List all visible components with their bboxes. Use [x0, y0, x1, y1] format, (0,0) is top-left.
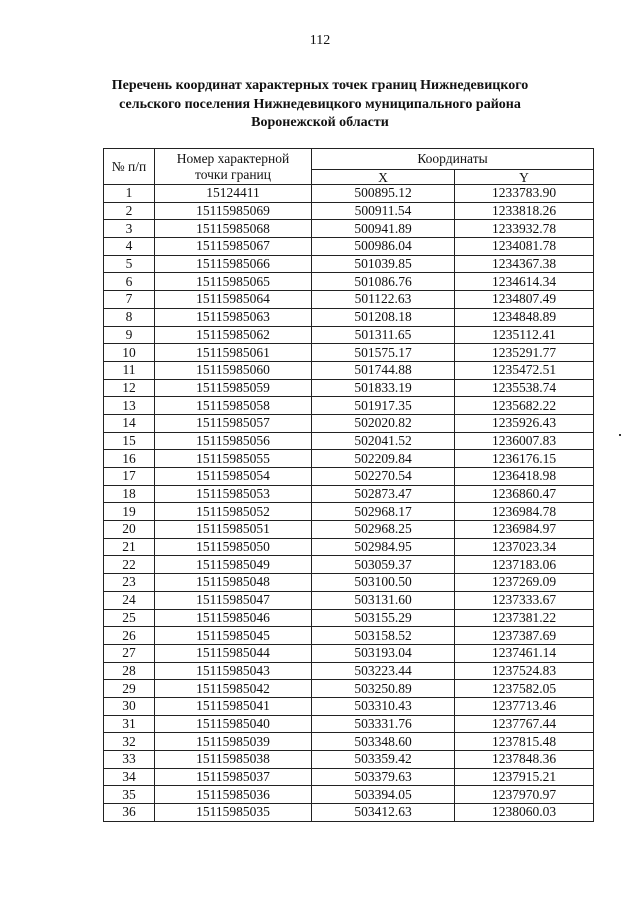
point-id: 15115985065 [155, 273, 312, 291]
point-id: 15115985059 [155, 379, 312, 397]
header-number: № п/п [104, 149, 155, 185]
point-id: 15115985063 [155, 308, 312, 326]
coord-y: 1235112.41 [455, 326, 594, 344]
row-number: 25 [104, 609, 155, 627]
row-number: 9 [104, 326, 155, 344]
coord-y: 1234848.89 [455, 308, 594, 326]
document-title [100, 77, 540, 133]
point-id: 15115985066 [155, 255, 312, 273]
row-number: 2 [104, 202, 155, 220]
point-id: 15115985053 [155, 485, 312, 503]
row-number: 10 [104, 344, 155, 362]
point-id: 15115985058 [155, 397, 312, 415]
coord-x: 501833.19 [312, 379, 455, 397]
table-row [104, 503, 594, 521]
coord-y: 1237970.97 [455, 786, 594, 804]
row-number: 11 [104, 361, 155, 379]
row-number: 20 [104, 521, 155, 539]
coord-x: 501744.88 [312, 361, 455, 379]
row-number: 7 [104, 291, 155, 309]
point-id: 15115985041 [155, 697, 312, 715]
row-number: 13 [104, 397, 155, 415]
coord-y: 1235472.51 [455, 361, 594, 379]
coord-y: 1235291.77 [455, 344, 594, 362]
row-number: 12 [104, 379, 155, 397]
table-row [104, 344, 594, 362]
coord-x: 503158.52 [312, 627, 455, 645]
table-row [104, 202, 594, 220]
point-id: 15115985056 [155, 432, 312, 450]
coord-x: 502968.25 [312, 521, 455, 539]
coord-y: 1236007.83 [455, 432, 594, 450]
coord-y: 1235538.74 [455, 379, 594, 397]
coord-y: 1234081.78 [455, 238, 594, 256]
coordinates-table [103, 148, 594, 822]
table-row [104, 556, 594, 574]
table-row [104, 751, 594, 769]
coord-y: 1237713.46 [455, 697, 594, 715]
coord-y: 1237582.05 [455, 680, 594, 698]
point-id: 15115985055 [155, 450, 312, 468]
table-row [104, 238, 594, 256]
table-row [104, 468, 594, 486]
header-point-name [155, 149, 312, 185]
row-number: 5 [104, 255, 155, 273]
row-number: 24 [104, 591, 155, 609]
coord-y: 1235682.22 [455, 397, 594, 415]
coord-y: 1237023.34 [455, 538, 594, 556]
coord-x: 502041.52 [312, 432, 455, 450]
coord-x: 503310.43 [312, 697, 455, 715]
point-id: 15115985068 [155, 220, 312, 238]
row-number: 35 [104, 786, 155, 804]
coord-y: 1233818.26 [455, 202, 594, 220]
coord-x: 503331.76 [312, 715, 455, 733]
coord-x: 501086.76 [312, 273, 455, 291]
table-row [104, 662, 594, 680]
point-id: 15124411 [155, 185, 312, 203]
point-id: 15115985037 [155, 768, 312, 786]
row-number: 27 [104, 644, 155, 662]
coord-y: 1238060.03 [455, 804, 594, 822]
table-row [104, 185, 594, 203]
coord-x: 503131.60 [312, 591, 455, 609]
header-point-name-line-1: Номер характерной [176, 150, 290, 166]
point-id: 15115985069 [155, 202, 312, 220]
coord-x: 503223.44 [312, 662, 455, 680]
coord-y: 1233783.90 [455, 185, 594, 203]
table-row [104, 697, 594, 715]
table-row [104, 379, 594, 397]
table-row [104, 432, 594, 450]
table-row [104, 361, 594, 379]
table-row [104, 273, 594, 291]
coord-y: 1236984.97 [455, 521, 594, 539]
coord-y: 1234614.34 [455, 273, 594, 291]
header-coordinates: Координаты [312, 149, 594, 170]
row-number: 23 [104, 574, 155, 592]
coord-x: 501575.17 [312, 344, 455, 362]
header-point-name-line-2: точки границ [194, 166, 272, 182]
coord-y: 1236984.78 [455, 503, 594, 521]
coord-y: 1237333.67 [455, 591, 594, 609]
row-number: 6 [104, 273, 155, 291]
coord-y: 1237183.06 [455, 556, 594, 574]
row-number: 14 [104, 414, 155, 432]
coord-x: 501208.18 [312, 308, 455, 326]
point-id: 15115985051 [155, 521, 312, 539]
point-id: 15115985062 [155, 326, 312, 344]
coord-x: 501039.85 [312, 255, 455, 273]
coord-y: 1237381.22 [455, 609, 594, 627]
coord-x: 503412.63 [312, 804, 455, 822]
row-number: 22 [104, 556, 155, 574]
coord-x: 503193.04 [312, 644, 455, 662]
coord-x: 502873.47 [312, 485, 455, 503]
coord-y: 1236860.47 [455, 485, 594, 503]
coord-y: 1234807.49 [455, 291, 594, 309]
coord-x: 503394.05 [312, 786, 455, 804]
point-id: 15115985054 [155, 468, 312, 486]
header-y: Y [455, 170, 594, 185]
point-id: 15115985045 [155, 627, 312, 645]
point-id: 15115985060 [155, 361, 312, 379]
table-row [104, 255, 594, 273]
coord-x: 500895.12 [312, 185, 455, 203]
table-row [104, 397, 594, 415]
point-id: 15115985048 [155, 574, 312, 592]
table-row [104, 308, 594, 326]
point-id: 15115985061 [155, 344, 312, 362]
coord-y: 1237524.83 [455, 662, 594, 680]
table-row [104, 538, 594, 556]
coord-x: 501917.35 [312, 397, 455, 415]
table-row [104, 574, 594, 592]
point-id: 15115985064 [155, 291, 312, 309]
table-row [104, 591, 594, 609]
coord-y: 1237848.36 [455, 751, 594, 769]
row-number: 34 [104, 768, 155, 786]
table-header [104, 149, 594, 185]
row-number: 8 [104, 308, 155, 326]
coord-x: 502020.82 [312, 414, 455, 432]
row-number: 1 [104, 185, 155, 203]
row-number: 30 [104, 697, 155, 715]
point-id: 15115985035 [155, 804, 312, 822]
row-number: 3 [104, 220, 155, 238]
table-row [104, 450, 594, 468]
row-number: 31 [104, 715, 155, 733]
row-number: 18 [104, 485, 155, 503]
table-row [104, 414, 594, 432]
coord-y: 1236418.98 [455, 468, 594, 486]
point-id: 15115985067 [155, 238, 312, 256]
table-row [104, 680, 594, 698]
point-id: 15115985047 [155, 591, 312, 609]
row-number: 19 [104, 503, 155, 521]
coord-y: 1235926.43 [455, 414, 594, 432]
coord-y: 1234367.38 [455, 255, 594, 273]
table-row [104, 733, 594, 751]
coord-x: 503348.60 [312, 733, 455, 751]
coord-x: 503379.63 [312, 768, 455, 786]
point-id: 15115985046 [155, 609, 312, 627]
row-number: 29 [104, 680, 155, 698]
table-row [104, 804, 594, 822]
point-id: 15115985050 [155, 538, 312, 556]
table-row [104, 768, 594, 786]
table-row [104, 786, 594, 804]
table-row [104, 485, 594, 503]
table-row [104, 220, 594, 238]
coord-x: 503359.42 [312, 751, 455, 769]
row-number: 32 [104, 733, 155, 751]
table-row [104, 521, 594, 539]
point-id: 15115985042 [155, 680, 312, 698]
row-number: 15 [104, 432, 155, 450]
coord-y: 1237387.69 [455, 627, 594, 645]
point-id: 15115985049 [155, 556, 312, 574]
coord-x: 502209.84 [312, 450, 455, 468]
coord-y: 1237915.21 [455, 768, 594, 786]
table-row [104, 609, 594, 627]
coord-x: 501311.65 [312, 326, 455, 344]
title-line-1: Перечень координат характерных точек границ Нижнедевицкого [111, 78, 529, 93]
table-row [104, 326, 594, 344]
point-id: 15115985038 [155, 751, 312, 769]
coord-x: 502984.95 [312, 538, 455, 556]
row-number: 17 [104, 468, 155, 486]
row-number: 21 [104, 538, 155, 556]
table-row [104, 715, 594, 733]
title-line-3: Воронежской области [251, 115, 389, 130]
row-number: 16 [104, 450, 155, 468]
coord-x: 500941.89 [312, 220, 455, 238]
title-line-2: сельского поселения Нижнедевицкого муниципального района [119, 96, 521, 112]
point-id: 15115985057 [155, 414, 312, 432]
point-id: 15115985043 [155, 662, 312, 680]
coord-x: 502968.17 [312, 503, 455, 521]
row-number: 4 [104, 238, 155, 256]
coord-x: 503059.37 [312, 556, 455, 574]
coord-x: 501122.63 [312, 291, 455, 309]
header-x: X [312, 170, 455, 185]
row-number: 28 [104, 662, 155, 680]
coord-y: 1237815.48 [455, 733, 594, 751]
row-number: 26 [104, 627, 155, 645]
point-id: 15115985044 [155, 644, 312, 662]
table-row [104, 627, 594, 645]
point-id: 15115985040 [155, 715, 312, 733]
coord-y: 1237269.09 [455, 574, 594, 592]
coord-x: 502270.54 [312, 468, 455, 486]
coord-x: 503155.29 [312, 609, 455, 627]
coord-y: 1237767.44 [455, 715, 594, 733]
coord-x: 500986.04 [312, 238, 455, 256]
row-number: 36 [104, 804, 155, 822]
coord-y: 1236176.15 [455, 450, 594, 468]
point-id: 15115985052 [155, 503, 312, 521]
margin-dot [619, 434, 621, 436]
page-number: 112 [309, 33, 331, 48]
coord-x: 503250.89 [312, 680, 455, 698]
coord-x: 500911.54 [312, 202, 455, 220]
coord-x: 503100.50 [312, 574, 455, 592]
table-body [104, 185, 594, 822]
row-number: 33 [104, 751, 155, 769]
coord-y: 1233932.78 [455, 220, 594, 238]
point-id: 15115985039 [155, 733, 312, 751]
coord-y: 1237461.14 [455, 644, 594, 662]
table-row [104, 644, 594, 662]
point-id: 15115985036 [155, 786, 312, 804]
table-row [104, 291, 594, 309]
